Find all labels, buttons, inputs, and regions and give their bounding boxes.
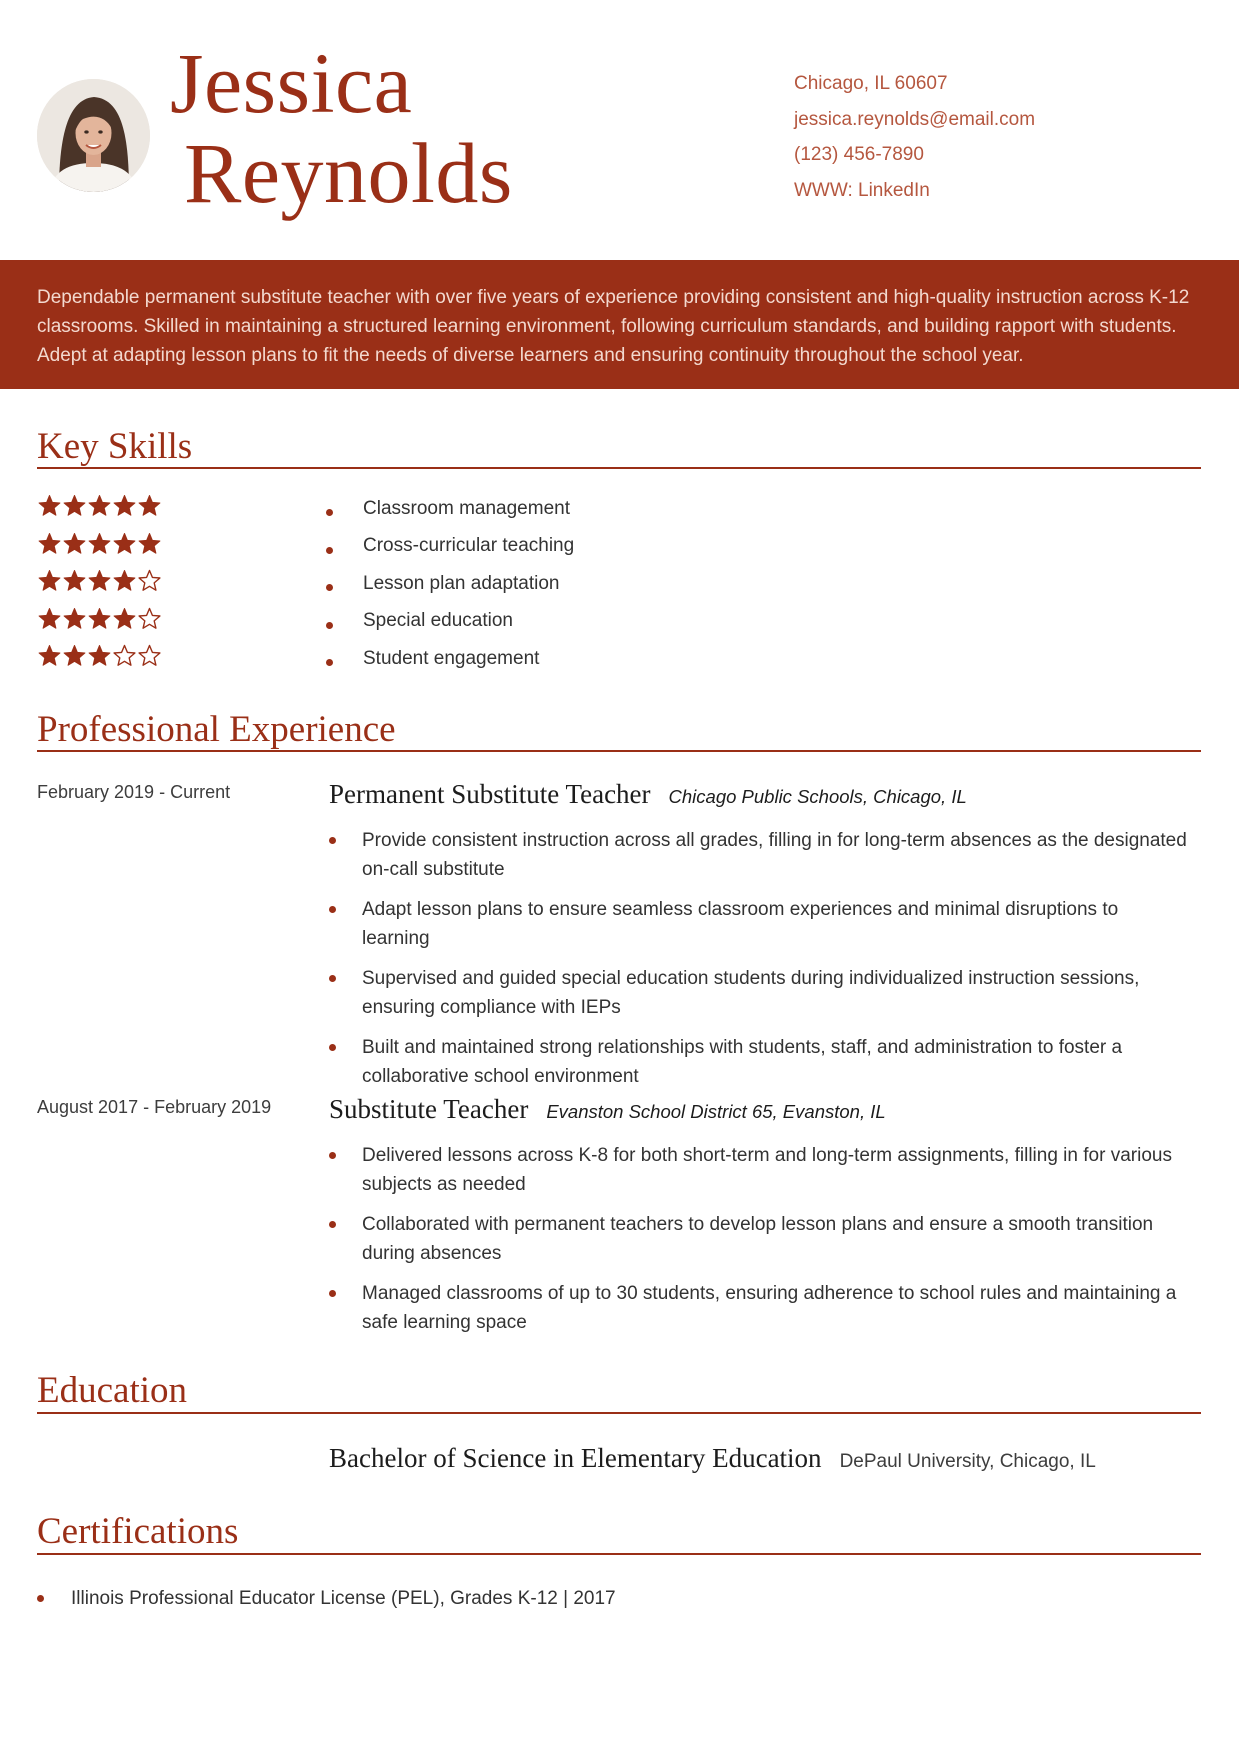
skill-name: Lesson plan adaptation [363, 572, 560, 594]
skill-item [326, 494, 574, 532]
section-title-education: Education [37, 1370, 188, 1411]
job-title: Substitute Teacher [329, 1094, 529, 1124]
bullet-icon [326, 622, 333, 629]
job-dates: August 2017 - February 2019 [37, 1097, 272, 1117]
job-bullet: Built and maintained strong relationships with students, staff, and administration to foster a collaborative school environment [329, 1033, 1189, 1091]
skill-name: Cross-curricular teaching [363, 535, 575, 557]
star-filled-icon [37, 607, 62, 631]
star-empty-icon [137, 569, 162, 593]
degree-name: Bachelor of Science in Elementary Education [329, 1443, 822, 1473]
candidate-name [170, 35, 513, 221]
skill-rating-row [37, 569, 162, 607]
job-bullet: Collaborated with permanent teachers to develop lesson plans and ensure a smooth transition during absences [329, 1210, 1189, 1268]
star-filled-icon [62, 532, 87, 556]
section-divider [37, 1412, 1201, 1414]
contact-website[interactable]: WWW: LinkedIn [794, 179, 930, 201]
job-bullet: Supervised and guided special education students during individualized instruction sessions, ensuring compliance with IEPs [329, 964, 1189, 1022]
job-bullet: Managed classrooms of up to 30 students, ensuring adherence to school rules and maintaining a safe learning space [329, 1279, 1189, 1337]
bullet-icon [326, 509, 333, 516]
contact-location: Chicago, IL 60607 [794, 73, 948, 94]
skill-rating-row [37, 494, 162, 532]
job-bullet: Adapt lesson plans to ensure seamless classroom experiences and minimal disruptions to learning [329, 895, 1189, 953]
contact-email[interactable]: jessica.reynolds@email.com [794, 108, 1036, 130]
star-filled-icon [62, 569, 87, 593]
certification-item: Illinois Professional Educator License (PEL), Grades K-12 | 2017 [37, 1584, 616, 1613]
summary-text: Dependable permanent substitute teacher with over five years of experience providing consistent and high-quality instruction across K-12 classrooms. Skilled in maintaining a structured learning environment, following curriculum standards, and building rapport with students. Adept at adapting lesson plans to fit the needs of diverse learners and ensuring continuity throughout the school year. [37, 287, 1190, 366]
section-title-experience: Professional Experience [37, 709, 396, 750]
skill-item [326, 607, 574, 645]
skill-name: Student engagement [363, 647, 540, 669]
star-empty-icon [137, 644, 162, 668]
certification-list [37, 1584, 616, 1613]
bullet-icon [326, 547, 333, 554]
star-filled-icon [137, 494, 162, 518]
job-organization: Chicago Public Schools, Chicago, IL [668, 786, 967, 807]
person-photo-icon [37, 79, 150, 192]
skill-rating-row [37, 644, 162, 682]
star-filled-icon [112, 532, 137, 556]
first-name: Jessica [170, 35, 413, 131]
bullet-icon [326, 659, 333, 666]
skill-item [326, 644, 574, 682]
star-filled-icon [37, 644, 62, 668]
job-organization: Evanston School District 65, Evanston, IL [546, 1101, 886, 1122]
section-title-skills: Key Skills [37, 426, 193, 467]
star-filled-icon [62, 607, 87, 631]
star-empty-icon [112, 644, 137, 668]
skills-list [326, 494, 574, 682]
section-divider [37, 1553, 1201, 1555]
skill-name: Classroom management [363, 497, 570, 519]
star-filled-icon [87, 607, 112, 631]
section-title-certifications: Certifications [37, 1511, 239, 1552]
contact-info [794, 66, 1035, 208]
star-filled-icon [112, 607, 137, 631]
star-empty-icon [137, 607, 162, 631]
section-divider [37, 467, 1201, 469]
education-entry [329, 1443, 1096, 1474]
job-heading [329, 779, 967, 810]
star-filled-icon [112, 569, 137, 593]
star-filled-icon [37, 532, 62, 556]
star-filled-icon [62, 644, 87, 668]
bullet-icon [326, 584, 333, 591]
skill-name: Special education [363, 610, 513, 632]
star-filled-icon [87, 644, 112, 668]
skill-item [326, 532, 574, 570]
job-bullet: Provide consistent instruction across all grades, filling in for long-term absences as the designated on-call substitute [329, 826, 1189, 884]
star-filled-icon [87, 494, 112, 518]
skill-rating-row [37, 607, 162, 645]
last-name: Reynolds [184, 125, 513, 221]
job-bullets [329, 826, 1189, 1102]
contact-phone: (123) 456-7890 [794, 144, 924, 165]
star-filled-icon [62, 494, 87, 518]
resume-header [0, 0, 1239, 260]
star-filled-icon [87, 569, 112, 593]
star-filled-icon [37, 494, 62, 518]
job-dates: February 2019 - Current [37, 782, 231, 802]
star-filled-icon [112, 494, 137, 518]
skill-rating-row [37, 532, 162, 570]
skill-item [326, 569, 574, 607]
job-title: Permanent Substitute Teacher [329, 779, 651, 809]
star-filled-icon [37, 569, 62, 593]
summary-banner [0, 260, 1239, 389]
skill-ratings [37, 494, 162, 682]
star-filled-icon [137, 532, 162, 556]
job-heading [329, 1094, 886, 1125]
section-divider [37, 750, 1201, 752]
job-bullet: Delivered lessons across K-8 for both short-term and long-term assignments, filling in for various subjects as needed [329, 1141, 1189, 1199]
job-bullets [329, 1141, 1189, 1348]
school-name: DePaul University, Chicago, IL [839, 1451, 1096, 1472]
profile-photo [37, 79, 150, 192]
star-filled-icon [87, 532, 112, 556]
